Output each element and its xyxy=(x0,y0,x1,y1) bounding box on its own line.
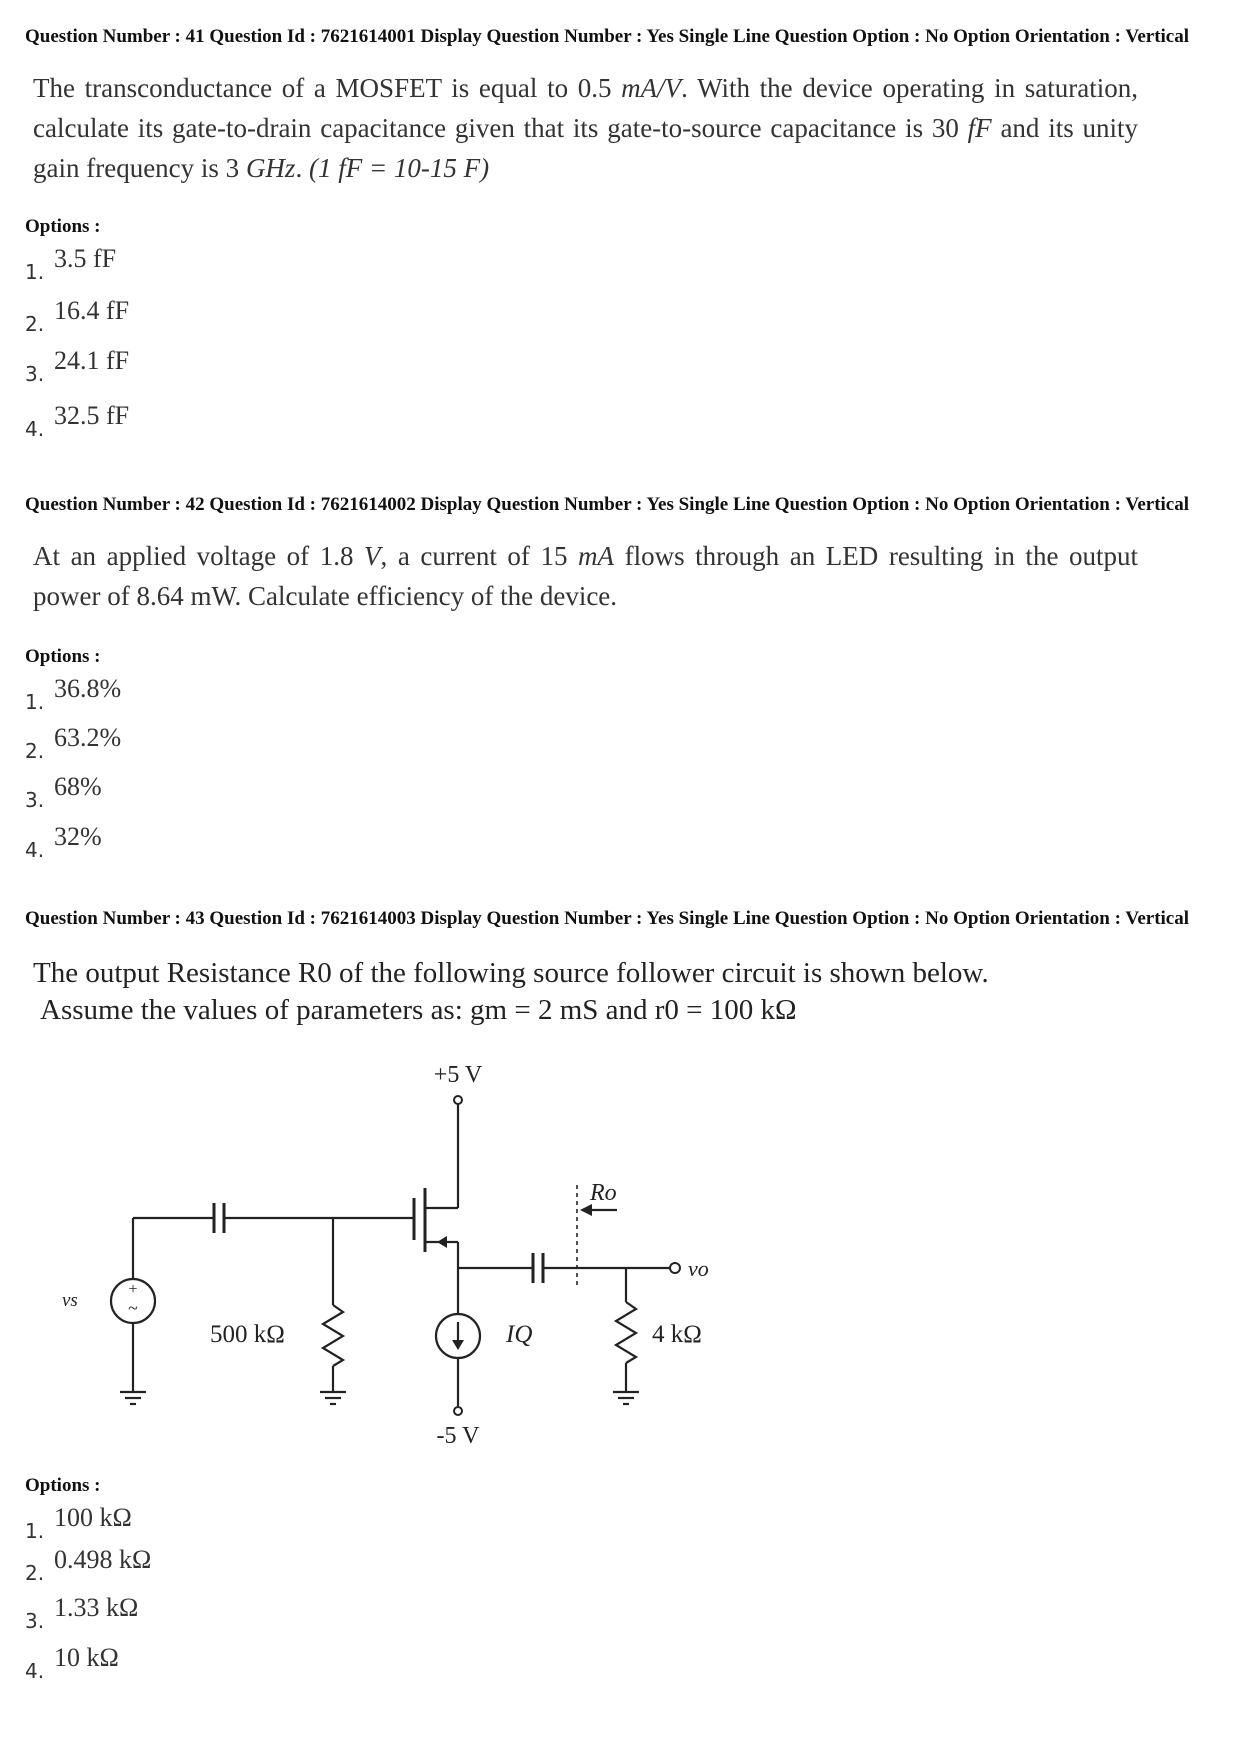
source-follower-circuit xyxy=(40,1060,760,1450)
output-voltage-label: vo xyxy=(688,1256,709,1281)
current-arrow-icon xyxy=(452,1340,464,1350)
plus-sign-icon: + xyxy=(128,1281,138,1298)
question-header: Question Number : 42 Question Id : 7621614002 Display Question Number : Yes Single Line Question Option : No Option Orientation : Vertical xyxy=(25,494,1190,515)
question-text: The transconductance of a MOSFET is equal to 0.5 mA/V. With the device operating in saturation, calculate its gate-to-drain capacitance given that its gate-to-source capacitance is 30 fF and its unity gain frequency is 3 GHz. (1 fF = 10-15 F) xyxy=(33,73,1138,183)
question-header: Question Number : 43 Question Id : 7621614003 Display Question Number : Yes Single Line Question Option : No Option Orientation : Vertical xyxy=(25,908,1190,929)
vdd-label: +5 V xyxy=(433,1062,483,1088)
output-resistance-label: Ro xyxy=(590,1180,617,1206)
options-label: Options : xyxy=(25,646,101,667)
options-label: Options : xyxy=(25,216,101,237)
vss-terminal xyxy=(454,1407,462,1415)
vdd-terminal xyxy=(454,1096,462,1104)
load-resistor-label: 4 kΩ xyxy=(652,1321,702,1348)
question-text-line-1: The output Resistance R0 of the following source follower circuit is shown below. xyxy=(33,957,989,989)
vss-label: -5 V xyxy=(436,1423,480,1449)
tilde-icon: ~ xyxy=(128,1298,138,1318)
source-label: vs xyxy=(62,1290,78,1311)
gate-resistor-label: 500 kΩ xyxy=(210,1321,285,1348)
output-terminal xyxy=(670,1263,680,1273)
current-source-label: IQ xyxy=(506,1321,533,1348)
question-header: Question Number : 41 Question Id : 7621614001 Display Question Number : Yes Single Line Question Option : No Option Orientation : Vertical xyxy=(25,26,1190,47)
question-text-line-2: Assume the values of parameters as: gm = 2 mS and r0 = 100 kΩ xyxy=(40,994,797,1026)
source-arrow-icon xyxy=(437,1236,447,1248)
options-label: Options : xyxy=(25,1475,101,1496)
question-text: At an applied voltage of 1.8 V, a current of 15 mA flows through an LED resulting in the output power of 8.64 mW. Calculate efficiency of the device. xyxy=(33,541,1138,611)
ground-icon xyxy=(120,1392,639,1404)
